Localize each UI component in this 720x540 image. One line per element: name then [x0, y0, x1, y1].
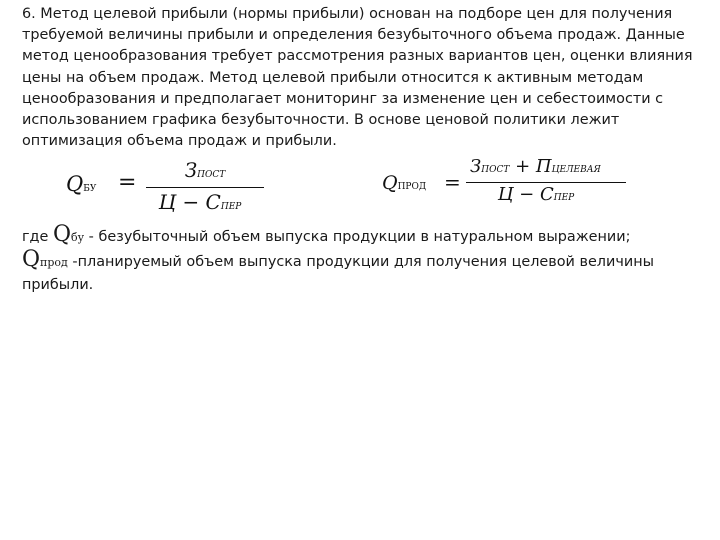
definition-line-1: где Qбу - безубыточный объем выпуска продукции в натуральном выражении; — [22, 222, 631, 247]
formula2-numerator: ЗПОСТ + ПЦЕЛЕВАЯ — [470, 156, 601, 177]
formula1-denominator: Ц − СПЕР — [158, 190, 242, 214]
body-paragraph: 6. Метод целевой прибыли (нормы прибыли) основан на подборе цен для получения требуемой величины прибыли и определения безубыточного объема продаж. Данные метод ценообразования требует рассмотрения разных вариантов цен, оценки влияния цены на объем продаж. Метод целевой прибыли относится к активным методам ценообразования и предполагает мониторинг за изменение цен и себестоимости с использованием графика безубыточности. В основе ценовой политики лежит оптимизация объема продаж и прибыли. — [22, 6, 693, 150]
definition-line-2: Qпрод -планируемый объем выпуска продукции для получения целевой величины прибыли. — [22, 247, 654, 293]
formula1-eq: = — [118, 170, 137, 195]
formula2-fraction-line — [466, 182, 626, 183]
formula2-lhs: QПРОД — [382, 172, 427, 194]
formula1-numerator: ЗПОСТ — [184, 158, 226, 182]
formula1-lhs: QБУ — [66, 172, 97, 196]
definitions — [22, 224, 712, 296]
formula2-eq: = — [444, 170, 461, 194]
formula1-fraction-line — [146, 187, 264, 188]
formula2-denominator: Ц − СПЕР — [497, 184, 575, 205]
